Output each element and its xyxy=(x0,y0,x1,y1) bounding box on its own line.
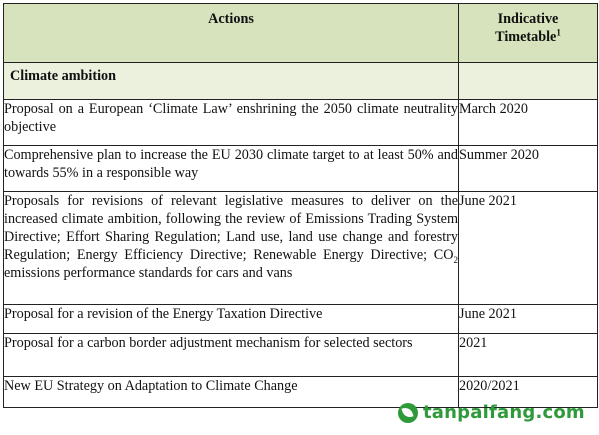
timetable-cell: June 2021 xyxy=(459,192,598,305)
header-timetable-line1: Indicative xyxy=(497,11,559,27)
table-row xyxy=(4,305,598,334)
action-cell: Proposal for a revision of the Energy Taxation Directive xyxy=(4,305,459,334)
header-timetable-line2: Timetable xyxy=(495,29,557,45)
action-cell: Proposal for a carbon border adjustment mechanism for selected sectors xyxy=(4,334,459,377)
timetable-cell: Summer 2020 xyxy=(459,146,598,192)
action-cell: Comprehensive plan to increase the EU 2030 climate target to at least 50% and towards 55% in a responsible way xyxy=(4,146,459,192)
table-row xyxy=(4,100,598,146)
section-label: Climate ambition xyxy=(4,63,459,100)
timetable-cell: June 2021 xyxy=(459,305,598,334)
watermark-text: tanpaifang.com xyxy=(423,402,585,423)
action-text-cont: emissions performance standards for cars and vans xyxy=(4,265,293,281)
header-actions: Actions xyxy=(4,4,459,63)
timetable-cell: 2020/2021 xyxy=(459,377,598,408)
action-cell xyxy=(4,192,459,305)
watermark xyxy=(398,402,585,423)
leaf-logo-icon xyxy=(398,403,418,423)
actions-table xyxy=(3,3,598,408)
header-row xyxy=(4,4,598,63)
table-row xyxy=(4,146,598,192)
action-text: Proposals for revisions of relevant legislative measures to deliver on the increased climate ambition, following the review of Emissions Trading System Directive; Effort Sharing Regulation; Land use, land use change and forestry Regulation; Energy Efficiency Directive; Renewable Energy Directive; CO xyxy=(4,193,458,263)
table-row xyxy=(4,192,598,305)
action-cell: New EU Strategy on Adaptation to Climate Change xyxy=(4,377,459,408)
footnote-marker: 1 xyxy=(556,27,561,38)
section-row xyxy=(4,63,598,100)
co2-subscript: 2 xyxy=(453,254,458,265)
timetable-cell: March 2020 xyxy=(459,100,598,146)
timetable-cell: 2021 xyxy=(459,334,598,377)
header-timetable xyxy=(459,4,598,63)
table-row xyxy=(4,334,598,377)
action-cell: Proposal on a European ‘Climate Law’ enshrining the 2050 climate neutrality objective xyxy=(4,100,459,146)
section-empty-cell xyxy=(459,63,598,100)
